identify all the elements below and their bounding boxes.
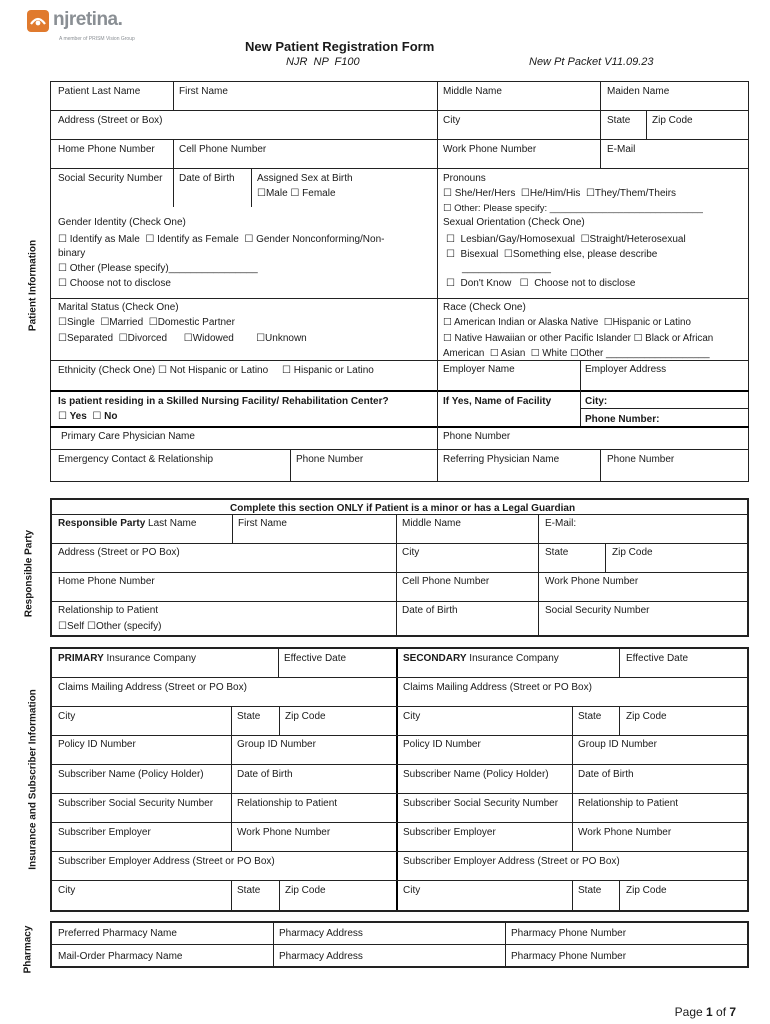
marital-status-line2[interactable]: ☐Separated ☐Divorced ☐Widowed ☐Unknown [58,333,307,344]
logo-brand: njretina. [53,9,123,30]
pcp-label: Primary Care Physician Name [61,431,195,442]
race-line3[interactable]: American ☐ Asian ☐ White ☐Other ___________________ [443,348,710,359]
primary-bold: PRIMARY [58,653,104,664]
primary-subscriber-name-label: Subscriber Name (Policy Holder) [58,769,204,780]
patient-maiden-name-label: Maiden Name [607,86,670,97]
secondary-employer-address-label: Subscriber Employer Address (Street or PO Box) [403,856,620,867]
page-indicator [668,991,736,1019]
primary-company-rest: Insurance Company [103,653,197,664]
pcp-phone-label: Phone Number [443,431,511,442]
primary-subscriber-ssn-label: Subscriber Social Security Number [58,798,214,809]
side-label-responsible: Responsible Party [23,529,35,618]
secondary-subscriber-ssn-label: Subscriber Social Security Number [403,798,559,809]
side-label-patient: Patient Information [27,239,39,332]
gender-identity-line1[interactable]: ☐ Identify as Male ☐ Identify as Female ☐ Gender Nonconforming/Non- [58,234,385,245]
secondary-company-rest: Insurance Company [466,653,559,664]
patient-city-label: City [443,115,461,126]
snf-question: Is patient residing in a Skilled Nursing Facility/ Rehabilitation Center? [58,396,389,407]
packet-version: New Pt Packet V11.09.23 [529,56,654,68]
secondary-bold: SECONDARY [403,653,467,664]
patient-pronouns-options[interactable]: ☐ She/Her/Hers ☐He/Him/His ☐They/Them/Theirs [443,188,677,199]
employer-name-label: Employer Name [443,364,515,375]
primary-company-label [58,652,196,665]
patient-state-label: State [607,115,631,126]
orientation-line1[interactable]: ☐ Lesbian/Gay/Homosexual ☐Straight/Heterosexual [446,234,686,245]
logo [27,10,157,50]
secondary-subscriber-employer-label: Subscriber Employer [403,827,496,838]
patient-pronouns-other[interactable]: ☐ Other: Please specify: _____________________________ [443,203,703,214]
patient-last-name-label: Patient Last Name [58,86,141,97]
side-label-pharmacy: Pharmacy [22,925,34,974]
side-label-insurance: Insurance and Subscriber Information [27,689,39,870]
secondary-employer-state-label: State [578,885,602,896]
primary-zip-label: Zip Code [285,711,326,722]
patient-sex-label: Assigned Sex at Birth [257,173,353,184]
mail-order-pharmacy-label: Mail-Order Pharmacy Name [58,951,183,962]
primary-employer-zip-label: Zip Code [285,885,326,896]
snf-options[interactable]: ☐ Yes ☐ No [58,411,118,422]
responsible-zip-label: Zip Code [612,547,653,558]
primary-employer-address-label: Subscriber Employer Address (Street or PO Box) [58,856,275,867]
patient-address-label: Address (Street or Box) [58,115,163,126]
orientation-line2[interactable]: ☐ Bisexual ☐Something else, please describe [446,249,658,260]
referring-physician-label: Referring Physician Name [443,454,560,465]
patient-middle-name-label: Middle Name [443,86,502,97]
emergency-phone-label: Phone Number [296,454,364,465]
patient-ssn-label: Social Security Number [58,173,163,184]
secondary-policy-id-label: Policy ID Number [403,739,481,750]
form-code: NJR NP F100 [286,56,360,68]
primary-employer-city-label: City [58,885,76,896]
responsible-last-name-label [58,517,196,530]
secondary-claims-address-label: Claims Mailing Address (Street or PO Box) [403,682,592,693]
primary-dob-label: Date of Birth [237,769,293,780]
responsible-relationship-options[interactable]: ☐Self ☐Other (specify) [58,621,162,632]
gender-identity-label: Gender Identity (Check One) [58,217,186,228]
page-total: 7 [729,1005,737,1019]
ethnicity-options[interactable]: Ethnicity (Check One) ☐ Not Hispanic or Latino ☐ Hispanic or Latino [58,365,374,376]
preferred-pharmacy-address-label: Pharmacy Address [279,928,363,939]
patient-email-label: E-Mail [607,144,636,155]
secondary-dob-label: Date of Birth [578,769,634,780]
responsible-ssn-label: Social Security Number [545,605,650,616]
marital-status-label: Marital Status (Check One) [58,302,179,313]
preferred-pharmacy-phone-label: Pharmacy Phone Number [511,928,627,939]
patient-home-phone-label: Home Phone Number [58,144,155,155]
primary-group-id-label: Group ID Number [237,739,316,750]
patient-pronouns-label: Pronouns [443,173,486,184]
emergency-contact-label: Emergency Contact & Relationship [58,454,214,465]
primary-relationship-label: Relationship to Patient [237,798,338,809]
page-of: of [712,1005,730,1019]
responsible-state-label: State [545,547,569,558]
facility-phone-label: Phone Number: [585,414,660,425]
race-line1[interactable]: ☐ American Indian or Alaska Native ☐Hispanic or Latino [443,317,691,328]
secondary-city-label: City [403,711,421,722]
responsible-banner: Complete this section ONLY if Patient is a minor or has a Legal Guardian [230,503,576,514]
responsible-relationship-label: Relationship to Patient [58,605,159,616]
orientation-line3[interactable]: ________________ [462,263,551,274]
mail-order-pharmacy-address-label: Pharmacy Address [279,951,363,962]
secondary-zip-label: Zip Code [626,711,667,722]
patient-sex-options[interactable]: ☐Male ☐ Female [257,188,336,199]
secondary-effective-date-label: Effective Date [626,653,689,664]
responsible-home-phone-label: Home Phone Number [58,576,155,587]
race-line2[interactable]: ☐ Native Hawaiian or other Pacific Islander ☐ Black or African [443,333,714,344]
patient-cell-phone-label: Cell Phone Number [179,144,267,155]
gender-identity-line3[interactable]: ☐ Other (Please specify)________________ [58,263,258,274]
secondary-work-phone-label: Work Phone Number [578,827,672,838]
facility-city-label: City: [585,396,608,407]
primary-claims-address-label: Claims Mailing Address (Street or PO Box) [58,682,247,693]
secondary-state-label: State [578,711,602,722]
secondary-employer-zip-label: Zip Code [626,885,667,896]
primary-state-label: State [237,711,261,722]
orientation-line4[interactable]: ☐ Don't Know ☐ Choose not to disclose [446,278,636,289]
secondary-subscriber-name-label: Subscriber Name (Policy Holder) [403,769,549,780]
patient-zip-label: Zip Code [652,115,693,126]
responsible-cell-phone-label: Cell Phone Number [402,576,490,587]
primary-policy-id-label: Policy ID Number [58,739,136,750]
secondary-company-label [403,652,559,665]
logo-tagline: A member of PRISM Vision Group [59,36,135,42]
primary-city-label: City [58,711,76,722]
responsible-email-label: E-Mail: [545,518,577,529]
orientation-label: Sexual Orientation (Check One) [443,217,585,228]
patient-first-name-label: First Name [179,86,228,97]
secondary-relationship-label: Relationship to Patient [578,798,679,809]
responsible-work-phone-label: Work Phone Number [545,576,639,587]
race-label: Race (Check One) [443,302,526,313]
gender-identity-line4[interactable]: ☐ Choose not to disclose [58,278,171,289]
page-title: New Patient Registration Form [245,39,435,54]
gender-identity-line2: binary [58,248,86,259]
primary-subscriber-employer-label: Subscriber Employer [58,827,151,838]
employer-address-label: Employer Address [585,364,667,375]
responsible-middle-name-label: Middle Name [402,518,461,529]
page-prefix: Page [674,1005,707,1019]
responsible-party-bold: Responsible Party [58,518,146,529]
mail-order-pharmacy-phone-label: Pharmacy Phone Number [511,951,627,962]
primary-employer-state-label: State [237,885,261,896]
referring-phone-label: Phone Number [607,454,675,465]
responsible-last-name-rest: Last Name [145,518,197,529]
patient-work-phone-label: Work Phone Number [443,144,537,155]
patient-dob-label: Date of Birth [179,173,235,184]
responsible-city-label: City [402,547,420,558]
facility-name-label: If Yes, Name of Facility [443,396,552,407]
secondary-group-id-label: Group ID Number [578,739,657,750]
primary-effective-date-label: Effective Date [284,653,347,664]
preferred-pharmacy-label: Preferred Pharmacy Name [58,928,177,939]
responsible-address-label: Address (Street or PO Box) [58,547,180,558]
logo-mark-icon [27,10,49,32]
responsible-dob-label: Date of Birth [402,605,458,616]
page-number: 1 [706,1005,713,1019]
primary-work-phone-label: Work Phone Number [237,827,331,838]
secondary-employer-city-label: City [403,885,421,896]
marital-status-line1[interactable]: ☐Single ☐Married ☐Domestic Partner [58,317,235,328]
responsible-first-name-label: First Name [238,518,287,529]
